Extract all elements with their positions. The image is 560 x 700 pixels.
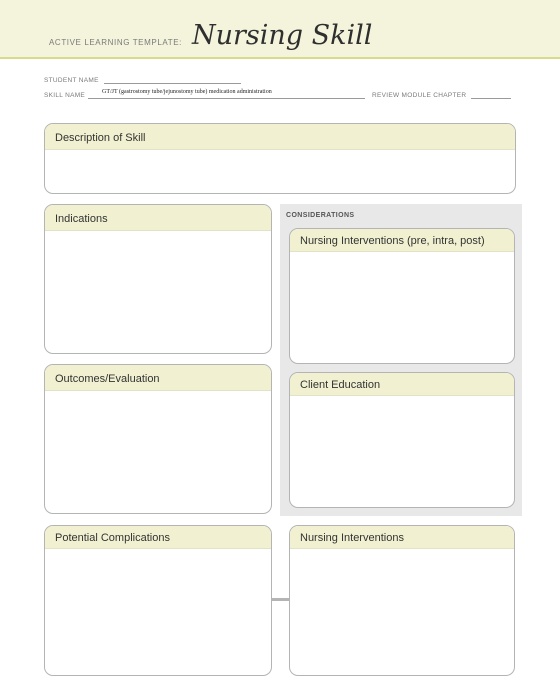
client-education-heading: Client Education [290,373,514,396]
description-box[interactable] [44,123,516,194]
template-prefix: ACTIVE LEARNING TEMPLATE: [49,38,182,47]
student-name-label: STUDENT NAME [44,77,99,84]
indications-heading: Indications [45,205,271,231]
client-education-box[interactable] [289,372,515,508]
outcomes-box[interactable] [44,364,272,514]
nursing-interventions-pre-heading: Nursing Interventions (pre, intra, post) [290,229,514,252]
potential-complications-heading: Potential Complications [45,526,271,549]
potential-complications-box[interactable] [44,525,272,676]
nursing-interventions-box[interactable] [289,525,515,676]
review-module-label: REVIEW MODULE CHAPTER [372,92,467,99]
skill-name-field[interactable] [88,89,365,99]
outcomes-heading: Outcomes/Evaluation [45,365,271,391]
connector-line [271,598,289,601]
considerations-label: CONSIDERATIONS [286,212,355,219]
review-module-field[interactable] [471,98,511,99]
nursing-interventions-heading: Nursing Interventions [290,526,514,549]
nursing-interventions-pre-box[interactable] [289,228,515,364]
description-heading: Description of Skill [45,124,515,150]
skill-name-label: SKILL NAME [44,92,86,99]
skill-name-value: GT/JT (gastrostomy tube/jejunostomy tube) medication administration [102,89,272,95]
template-title: Nursing Skill [192,20,373,51]
template-header [0,0,560,59]
indications-box[interactable] [44,204,272,354]
student-name-field[interactable] [104,83,241,84]
